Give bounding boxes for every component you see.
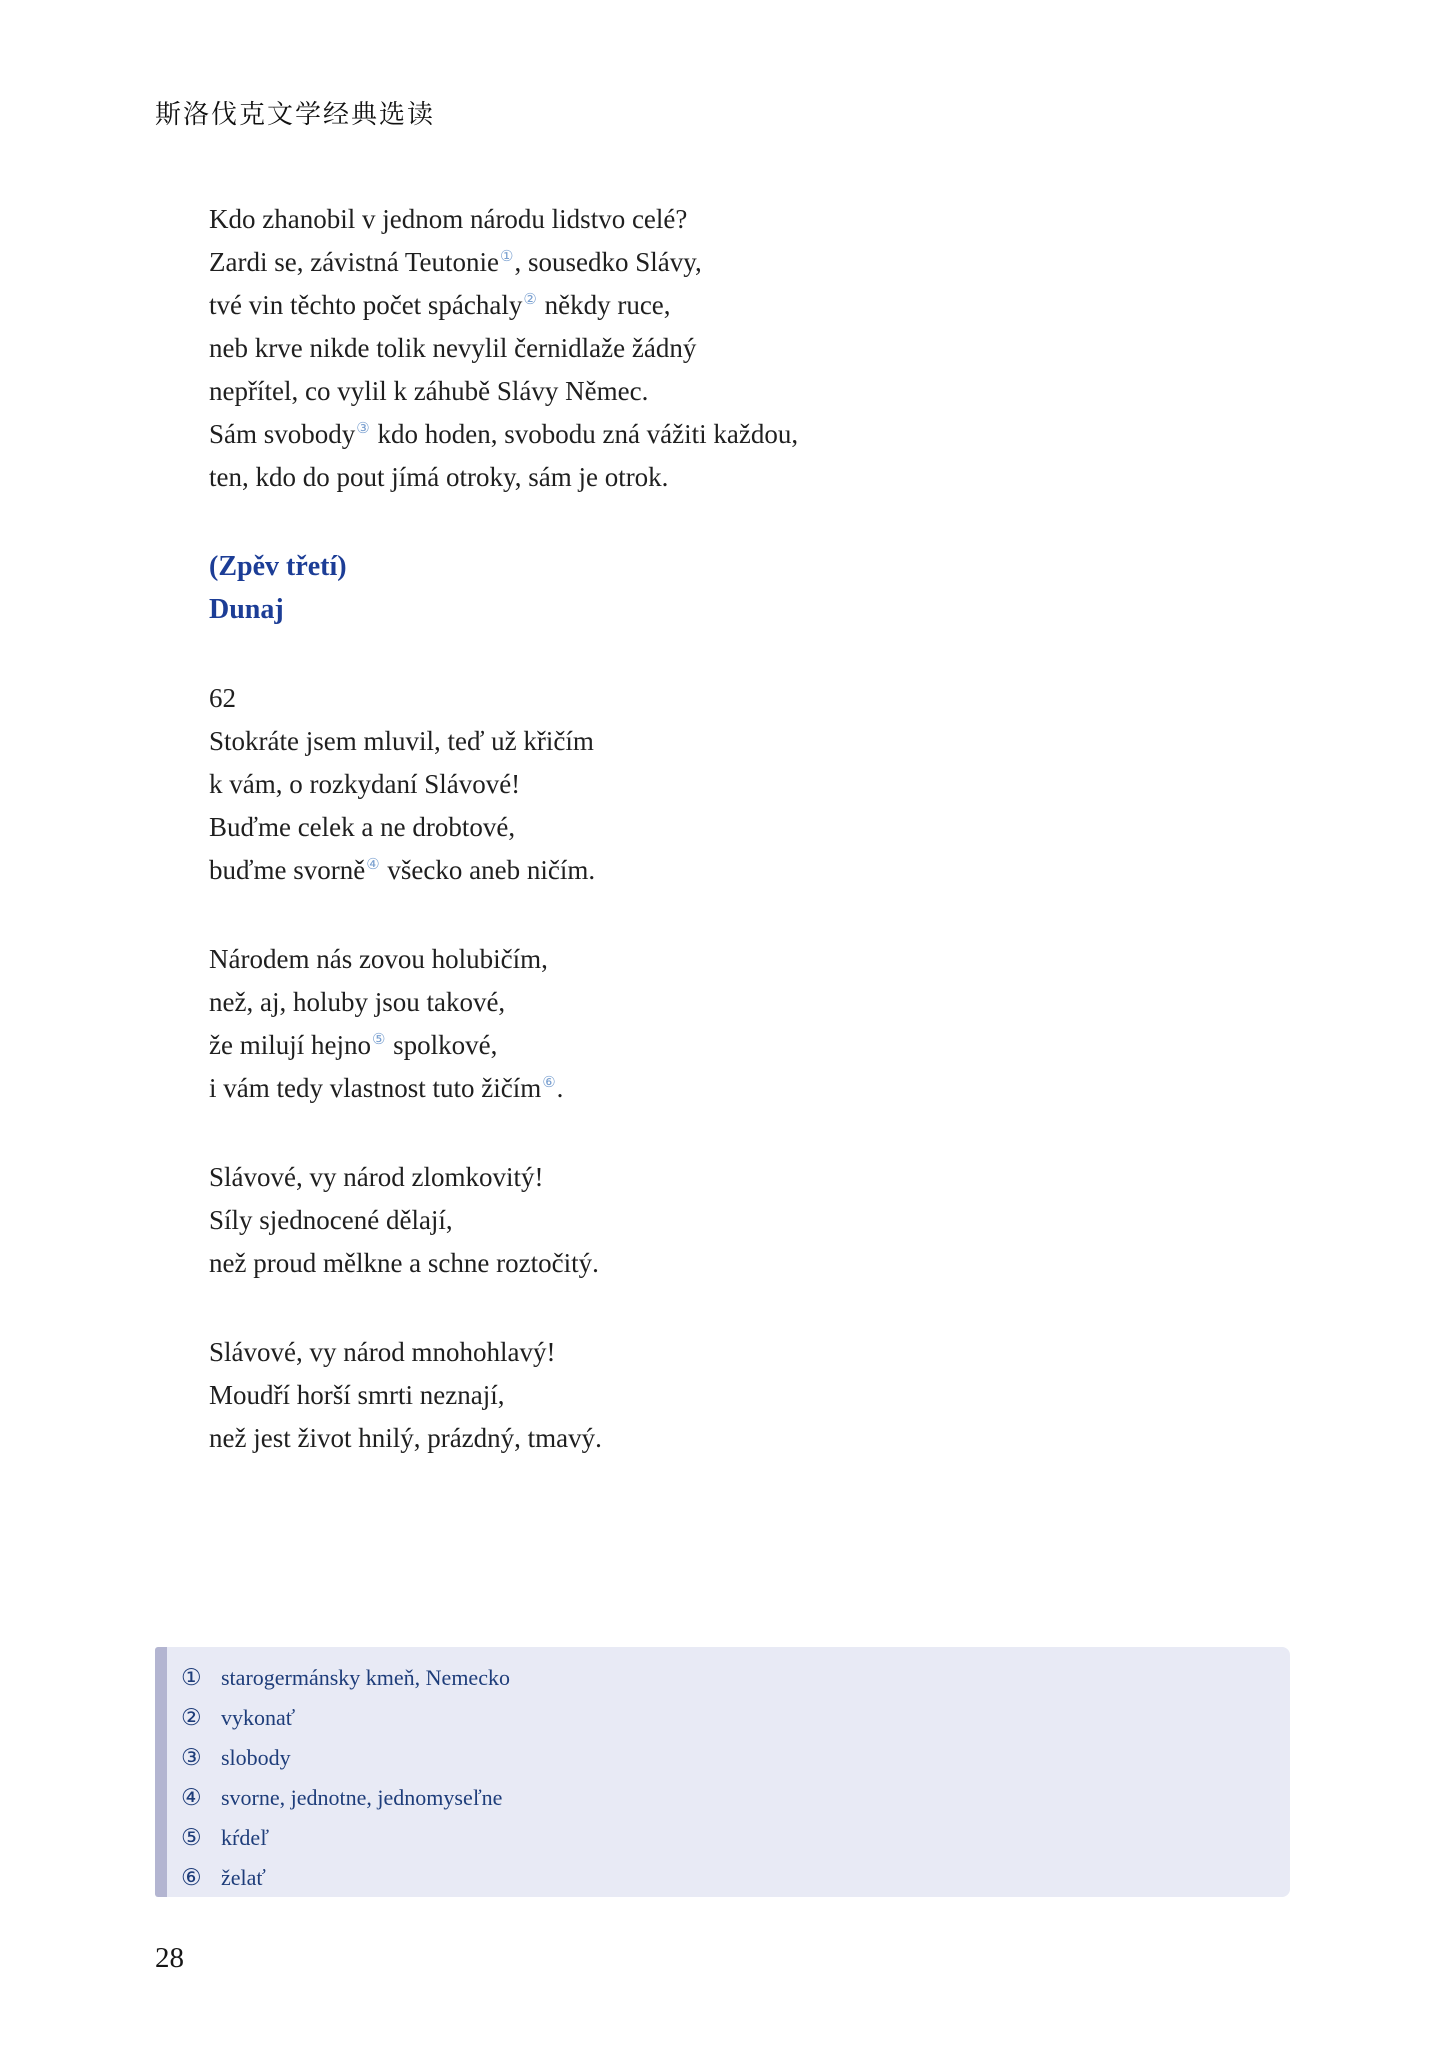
footnote-item — [179, 1818, 1270, 1858]
poem-line — [209, 1199, 1309, 1242]
footnote-ref-marker: ⑥ — [542, 1075, 556, 1091]
poem-text: než proud mělkne a schne roztočitý. — [209, 1248, 599, 1278]
poem-stanza — [209, 1331, 1309, 1460]
poem-line — [209, 1242, 1309, 1285]
poem-line — [209, 720, 1309, 763]
poem-line — [209, 413, 1309, 456]
poem-text: i vám tedy vlastnost tuto žičím — [209, 1073, 542, 1103]
page-number: 28 — [155, 1942, 184, 1974]
footnotes-box — [155, 1647, 1290, 1897]
poem-line — [209, 1331, 1309, 1374]
footnote-number-icon: ⑥ — [181, 1865, 202, 1890]
poem-text: Buďme celek a ne drobtové, — [209, 812, 516, 842]
poem-stanza — [209, 1156, 1309, 1285]
poem-line — [209, 370, 1309, 413]
poem-line — [209, 1067, 1309, 1110]
poem-line — [209, 1024, 1309, 1067]
poem-text: všecko aneb ničím. — [380, 855, 596, 885]
poem-text: že milují hejno — [209, 1030, 371, 1060]
poem-text: někdy ruce, — [537, 290, 671, 320]
poem-line — [209, 981, 1309, 1024]
poem-text: Sám svobody — [209, 419, 356, 449]
poem-stanza — [209, 198, 1309, 499]
footnote-number-icon: ⑤ — [181, 1825, 202, 1850]
poem-heading — [209, 545, 1309, 631]
poem-line — [209, 1417, 1309, 1460]
poem-text: než jest život hnilý, prázdný, tmavý. — [209, 1423, 602, 1453]
footnote-number-icon: ② — [181, 1705, 202, 1730]
poem-text: . — [556, 1073, 564, 1103]
poem-text: nepřítel, co vylil k záhubě Slávy Němec. — [209, 376, 649, 406]
poem-line — [209, 806, 1309, 849]
poem-text: než, aj, holuby jsou takové, — [209, 987, 506, 1017]
poem-text: Moudří horší smrti neznají, — [209, 1380, 505, 1410]
footnote-text: vykonať — [221, 1705, 296, 1730]
poem-line — [209, 456, 1309, 499]
poem-text: (Zpěv třetí) — [209, 551, 347, 582]
footnote-ref-marker: ④ — [366, 857, 380, 873]
poem-text: Slávové, vy národ zlomkovitý! — [209, 1162, 544, 1192]
poem-text: kdo hoden, svobodu zná vážiti každou, — [370, 419, 799, 449]
poem-heading-line — [209, 545, 1309, 588]
poem-line — [209, 241, 1309, 284]
footnote-text: svorne, jednotne, jednomyseľne — [221, 1785, 503, 1810]
footnote-text: želať — [221, 1865, 266, 1890]
poem-stanza — [209, 938, 1309, 1110]
poem-text: tvé vin těchto počet spáchaly — [209, 290, 523, 320]
poem-text: Kdo zhanobil v jednom národu lidstvo celé? — [209, 204, 688, 234]
poem-text: Slávové, vy národ mnohohlavý! — [209, 1337, 556, 1367]
poem-line — [209, 763, 1309, 806]
footnote-text: starogermánsky kmeň, Nemecko — [221, 1665, 510, 1690]
footnote-ref-marker: ③ — [356, 421, 370, 437]
poem-text: spolkové, — [386, 1030, 498, 1060]
poem-line — [209, 849, 1309, 892]
poem-text: Zardi se, závistná Teutonie — [209, 247, 500, 277]
footnote-item — [179, 1738, 1270, 1778]
footnote-number-icon: ④ — [181, 1785, 202, 1810]
poem-line — [209, 284, 1309, 327]
footnote-text: slobody — [221, 1745, 291, 1770]
poem — [209, 198, 1309, 1506]
footnote-ref-marker: ② — [523, 292, 537, 308]
poem-text: Národem nás zovou holubičím, — [209, 944, 548, 974]
footnote-item — [179, 1778, 1270, 1818]
poem-text: k vám, o rozkydaní Slávové! — [209, 769, 521, 799]
poem-text: ten, kdo do pout jímá otroky, sám je otrok. — [209, 462, 669, 492]
poem-line — [209, 1374, 1309, 1417]
footnote-item — [179, 1698, 1270, 1738]
footnote-ref-marker: ⑤ — [371, 1032, 386, 1048]
poem-text: , sousedko Slávy, — [514, 247, 702, 277]
poem-heading-line — [209, 588, 1309, 631]
poem-text: Dunaj — [209, 594, 284, 625]
footnote-ref-marker: ① — [500, 249, 514, 265]
poem-text: 62 — [209, 683, 236, 713]
poem-line — [209, 198, 1309, 241]
poem-text: buďme svorně — [209, 855, 366, 885]
footnote-text: kŕdeľ — [221, 1825, 270, 1850]
poem-line — [209, 938, 1309, 981]
page-header-title: 斯洛伐克文学经典选读 — [155, 100, 436, 129]
poem-line — [209, 1156, 1309, 1199]
poem-stanza — [209, 677, 1309, 892]
poem-text: Síly sjednocené dělají, — [209, 1205, 453, 1235]
poem-text: neb krve nikde tolik nevylil černidlaže žádný — [209, 333, 697, 363]
poem-line — [209, 677, 1309, 720]
footnote-number-icon: ① — [181, 1665, 202, 1690]
footnote-item — [179, 1858, 1270, 1898]
poem-text: Stokráte jsem mluvil, teď už křičím — [209, 726, 594, 756]
poem-line — [209, 327, 1309, 370]
footnote-item — [179, 1658, 1270, 1698]
footnote-number-icon: ③ — [181, 1745, 202, 1770]
